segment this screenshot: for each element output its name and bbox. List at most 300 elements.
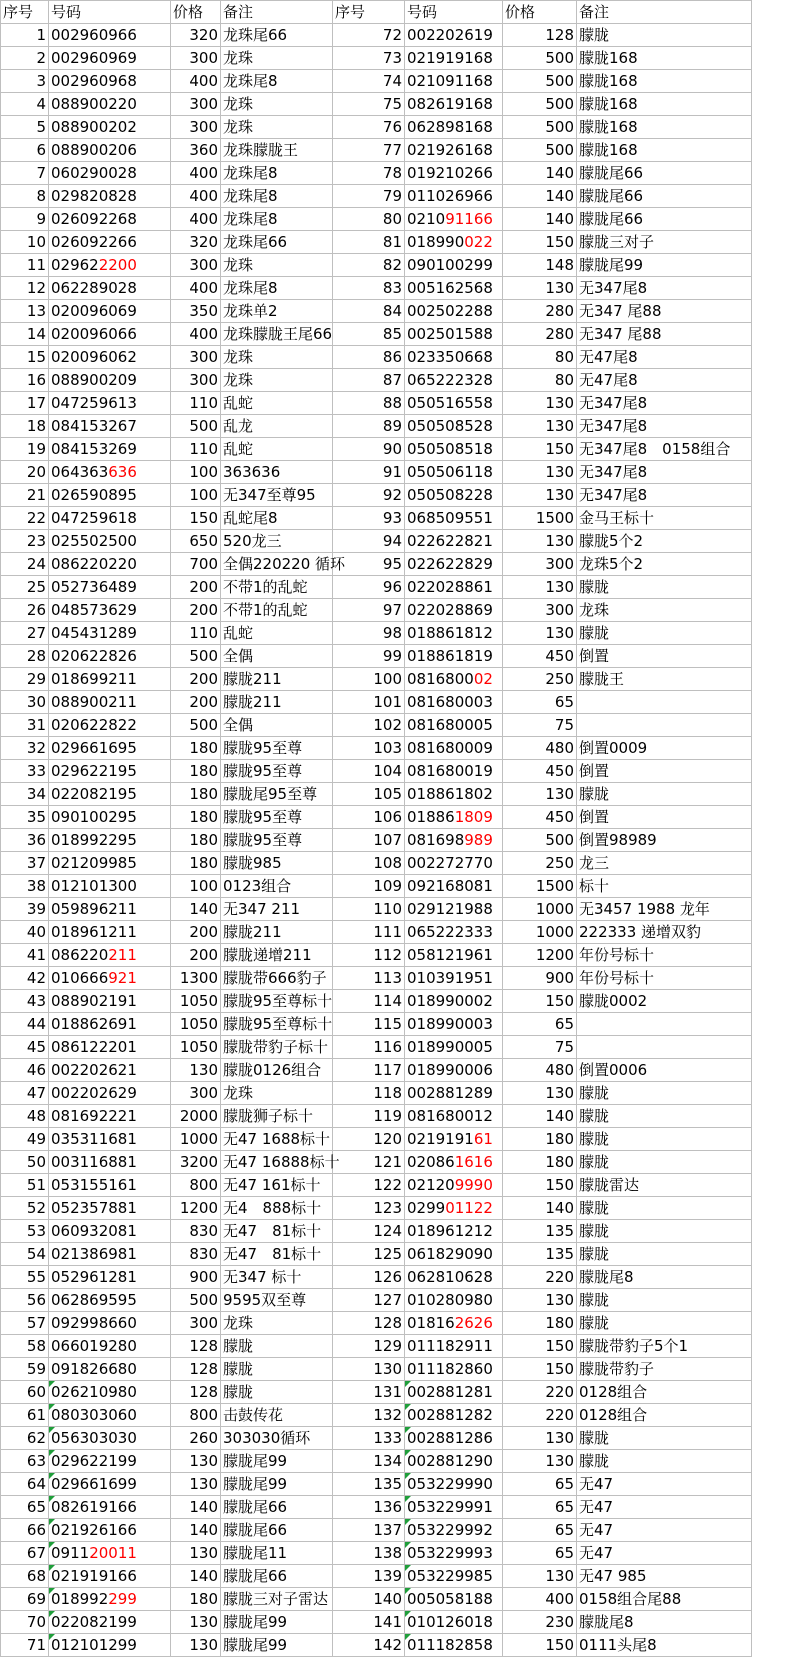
seq-cell[interactable]: 50 (1, 1151, 49, 1174)
seq-cell[interactable]: 105 (333, 783, 405, 806)
seq-cell[interactable]: 99 (333, 645, 405, 668)
header-note-right[interactable]: 备注 (577, 1, 752, 24)
seq-cell[interactable]: 32 (1, 737, 49, 760)
note-cell[interactable]: 朦胧 (577, 1220, 752, 1243)
note-cell[interactable]: 无347尾8 0158组合 (577, 438, 752, 461)
seq-cell[interactable]: 51 (1, 1174, 49, 1197)
note-cell[interactable]: 朦胧带豹子 (577, 1358, 752, 1381)
note-cell[interactable]: 龙珠尾8 (221, 277, 333, 300)
price-cell[interactable]: 130 (503, 530, 577, 553)
note-cell[interactable]: 朦胧带666豹子 (221, 967, 333, 990)
code-cell[interactable]: 062810628 (405, 1266, 503, 1289)
code-cell[interactable] (405, 1128, 503, 1151)
price-cell[interactable]: 800 (171, 1174, 221, 1197)
seq-cell[interactable]: 58 (1, 1335, 49, 1358)
seq-cell[interactable]: 133 (333, 1427, 405, 1450)
price-cell[interactable]: 150 (503, 1335, 577, 1358)
price-cell[interactable]: 500 (503, 93, 577, 116)
note-cell[interactable]: 朦胧0126组合 (221, 1059, 333, 1082)
code-cell[interactable]: 047259613 (49, 392, 171, 415)
seq-cell[interactable]: 13 (1, 300, 49, 323)
note-cell[interactable]: 无347尾8 (577, 392, 752, 415)
note-cell[interactable]: 朦胧95至尊 (221, 829, 333, 852)
note-cell[interactable]: 朦胧 (577, 1312, 752, 1335)
note-cell[interactable]: 朦胧 (577, 1450, 752, 1473)
price-cell[interactable]: 500 (171, 415, 221, 438)
seq-cell[interactable]: 59 (1, 1358, 49, 1381)
code-cell[interactable]: 061829090 (405, 1243, 503, 1266)
note-cell[interactable]: 朦胧 (577, 24, 752, 47)
code-cell[interactable]: 086122201 (49, 1036, 171, 1059)
seq-cell[interactable]: 31 (1, 714, 49, 737)
code-cell[interactable]: 018990002 (405, 990, 503, 1013)
code-cell[interactable]: 018861812 (405, 622, 503, 645)
note-cell[interactable]: 无47 16888标十 (221, 1151, 333, 1174)
code-cell[interactable]: 022082195 (49, 783, 171, 806)
note-cell[interactable]: 无347尾8 (577, 461, 752, 484)
note-cell[interactable]: 朦胧尾99 (221, 1450, 333, 1473)
code-cell[interactable]: 081680012 (405, 1105, 503, 1128)
code-cell[interactable]: 021209985 (49, 852, 171, 875)
seq-cell[interactable]: 11 (1, 254, 49, 277)
note-cell[interactable]: 无47 (577, 1496, 752, 1519)
seq-cell[interactable]: 141 (333, 1611, 405, 1634)
price-cell[interactable]: 180 (171, 1588, 221, 1611)
note-cell[interactable]: 朦胧递增211 (221, 944, 333, 967)
seq-cell[interactable]: 17 (1, 392, 49, 415)
note-cell[interactable]: 龙珠 (221, 93, 333, 116)
seq-cell[interactable]: 62 (1, 1427, 49, 1450)
code-cell[interactable]: 090100299 (405, 254, 503, 277)
seq-cell[interactable]: 134 (333, 1450, 405, 1473)
code-cell[interactable] (405, 829, 503, 852)
note-cell[interactable]: 无347至尊95 (221, 484, 333, 507)
seq-cell[interactable]: 126 (333, 1266, 405, 1289)
note-cell[interactable]: 0128组合 (577, 1381, 752, 1404)
code-cell[interactable]: 082619168 (405, 93, 503, 116)
seq-cell[interactable]: 77 (333, 139, 405, 162)
code-cell[interactable]: 050506118 (405, 461, 503, 484)
seq-cell[interactable]: 33 (1, 760, 49, 783)
note-cell[interactable]: 无347 标十 (221, 1266, 333, 1289)
code-cell[interactable]: 058121961 (405, 944, 503, 967)
price-cell[interactable]: 500 (503, 116, 577, 139)
seq-cell[interactable]: 138 (333, 1542, 405, 1565)
price-cell[interactable]: 450 (503, 645, 577, 668)
price-cell[interactable]: 260 (171, 1427, 221, 1450)
price-cell[interactable]: 130 (503, 461, 577, 484)
code-cell[interactable]: 005058188 (405, 1588, 503, 1611)
price-cell[interactable]: 100 (171, 875, 221, 898)
code-cell[interactable]: 011182858 (405, 1634, 503, 1657)
seq-cell[interactable]: 16 (1, 369, 49, 392)
code-cell[interactable] (405, 231, 503, 254)
seq-cell[interactable]: 10 (1, 231, 49, 254)
seq-cell[interactable]: 67 (1, 1542, 49, 1565)
note-cell[interactable]: 倒置0009 (577, 737, 752, 760)
code-cell[interactable]: 053229991 (405, 1496, 503, 1519)
note-cell[interactable]: 朦胧5个2 (577, 530, 752, 553)
seq-cell[interactable]: 128 (333, 1312, 405, 1335)
price-cell[interactable]: 300 (171, 346, 221, 369)
note-cell[interactable]: 龙珠尾66 (221, 231, 333, 254)
price-cell[interactable]: 65 (503, 1013, 577, 1036)
price-cell[interactable]: 140 (171, 1565, 221, 1588)
note-cell[interactable]: 不带1的乱蛇 (221, 599, 333, 622)
seq-cell[interactable]: 113 (333, 967, 405, 990)
seq-cell[interactable]: 84 (333, 300, 405, 323)
note-cell[interactable]: 倒置0006 (577, 1059, 752, 1082)
price-cell[interactable]: 1050 (171, 1013, 221, 1036)
note-cell[interactable]: 龙珠尾8 (221, 70, 333, 93)
price-cell[interactable]: 400 (171, 323, 221, 346)
price-cell[interactable]: 150 (503, 231, 577, 254)
code-cell[interactable]: 019210266 (405, 162, 503, 185)
price-cell[interactable]: 400 (171, 208, 221, 231)
note-cell[interactable]: 222333 递增双豹 (577, 921, 752, 944)
note-cell[interactable]: 朦胧 (577, 1427, 752, 1450)
price-cell[interactable]: 220 (503, 1266, 577, 1289)
seq-cell[interactable]: 28 (1, 645, 49, 668)
note-cell[interactable]: 朦胧尾99 (577, 254, 752, 277)
seq-cell[interactable]: 43 (1, 990, 49, 1013)
note-cell[interactable]: 朦胧 (577, 1128, 752, 1151)
price-cell[interactable]: 148 (503, 254, 577, 277)
note-cell[interactable]: 朦胧 (577, 1151, 752, 1174)
seq-cell[interactable]: 52 (1, 1197, 49, 1220)
code-cell[interactable]: 053155161 (49, 1174, 171, 1197)
seq-cell[interactable]: 37 (1, 852, 49, 875)
price-cell[interactable]: 130 (503, 1289, 577, 1312)
code-cell[interactable]: 066019280 (49, 1335, 171, 1358)
seq-cell[interactable]: 47 (1, 1082, 49, 1105)
price-cell[interactable]: 180 (171, 806, 221, 829)
price-cell[interactable]: 150 (503, 1174, 577, 1197)
code-cell[interactable]: 025502500 (49, 530, 171, 553)
header-seq-right[interactable]: 序号 (333, 1, 405, 24)
note-cell[interactable]: 全偶220220 循环 (221, 553, 333, 576)
code-cell[interactable]: 010280980 (405, 1289, 503, 1312)
seq-cell[interactable]: 92 (333, 484, 405, 507)
code-cell[interactable] (49, 944, 171, 967)
code-cell[interactable]: 026092268 (49, 208, 171, 231)
code-cell[interactable]: 002881289 (405, 1082, 503, 1105)
note-cell[interactable]: 朦胧168 (577, 116, 752, 139)
seq-cell[interactable]: 81 (333, 231, 405, 254)
price-cell[interactable]: 1000 (503, 921, 577, 944)
note-cell[interactable]: 朦胧211 (221, 668, 333, 691)
note-cell[interactable]: 朦胧 (221, 1381, 333, 1404)
seq-cell[interactable]: 42 (1, 967, 49, 990)
note-cell[interactable]: 不带1的乱蛇 (221, 576, 333, 599)
code-cell[interactable]: 047259618 (49, 507, 171, 530)
note-cell[interactable]: 年份号标十 (577, 967, 752, 990)
code-cell[interactable]: 002881286 (405, 1427, 503, 1450)
price-cell[interactable]: 180 (503, 1312, 577, 1335)
seq-cell[interactable]: 65 (1, 1496, 49, 1519)
price-cell[interactable]: 300 (503, 599, 577, 622)
code-cell[interactable]: 020096069 (49, 300, 171, 323)
seq-cell[interactable]: 29 (1, 668, 49, 691)
code-cell[interactable]: 026590895 (49, 484, 171, 507)
note-cell[interactable]: 龙珠 (221, 254, 333, 277)
seq-cell[interactable]: 40 (1, 921, 49, 944)
note-cell[interactable]: 朦胧 (221, 1335, 333, 1358)
seq-cell[interactable]: 120 (333, 1128, 405, 1151)
code-cell[interactable] (49, 1542, 171, 1565)
note-cell[interactable]: 无47尾8 (577, 369, 752, 392)
price-cell[interactable]: 200 (171, 599, 221, 622)
note-cell[interactable]: 年份号标十 (577, 944, 752, 967)
price-cell[interactable]: 500 (171, 714, 221, 737)
note-cell[interactable]: 朦胧尾66 (577, 208, 752, 231)
seq-cell[interactable]: 95 (333, 553, 405, 576)
seq-cell[interactable]: 117 (333, 1059, 405, 1082)
seq-cell[interactable]: 8 (1, 185, 49, 208)
price-cell[interactable]: 180 (171, 852, 221, 875)
seq-cell[interactable]: 79 (333, 185, 405, 208)
seq-cell[interactable]: 85 (333, 323, 405, 346)
note-cell[interactable] (577, 1036, 752, 1059)
seq-cell[interactable]: 125 (333, 1243, 405, 1266)
note-cell[interactable]: 龙珠单2 (221, 300, 333, 323)
price-cell[interactable]: 130 (171, 1450, 221, 1473)
code-cell[interactable]: 002202621 (49, 1059, 171, 1082)
code-cell[interactable]: 011182911 (405, 1335, 503, 1358)
seq-cell[interactable]: 142 (333, 1634, 405, 1657)
seq-cell[interactable]: 27 (1, 622, 49, 645)
price-cell[interactable]: 128 (503, 24, 577, 47)
seq-cell[interactable]: 6 (1, 139, 49, 162)
price-cell[interactable]: 180 (171, 783, 221, 806)
price-cell[interactable]: 130 (503, 622, 577, 645)
seq-cell[interactable]: 18 (1, 415, 49, 438)
seq-cell[interactable]: 39 (1, 898, 49, 921)
note-cell[interactable]: 303030循环 (221, 1427, 333, 1450)
price-cell[interactable]: 65 (503, 691, 577, 714)
note-cell[interactable]: 0128组合 (577, 1404, 752, 1427)
price-cell[interactable]: 1200 (171, 1197, 221, 1220)
price-cell[interactable]: 300 (171, 47, 221, 70)
code-cell[interactable] (405, 1312, 503, 1335)
price-cell[interactable]: 100 (171, 461, 221, 484)
seq-cell[interactable]: 90 (333, 438, 405, 461)
price-cell[interactable]: 130 (503, 415, 577, 438)
code-cell[interactable]: 029820828 (49, 185, 171, 208)
seq-cell[interactable]: 38 (1, 875, 49, 898)
price-cell[interactable]: 128 (171, 1381, 221, 1404)
code-cell[interactable]: 029661695 (49, 737, 171, 760)
seq-cell[interactable]: 109 (333, 875, 405, 898)
note-cell[interactable]: 龙珠 (221, 1082, 333, 1105)
note-cell[interactable]: 朦胧168 (577, 70, 752, 93)
code-cell[interactable]: 053229993 (405, 1542, 503, 1565)
code-cell[interactable]: 045431289 (49, 622, 171, 645)
price-cell[interactable]: 130 (503, 783, 577, 806)
code-cell[interactable]: 010126018 (405, 1611, 503, 1634)
note-cell[interactable]: 龙珠 (577, 599, 752, 622)
code-cell[interactable]: 002202629 (49, 1082, 171, 1105)
price-cell[interactable]: 140 (503, 162, 577, 185)
code-cell[interactable]: 018990005 (405, 1036, 503, 1059)
code-cell[interactable]: 062869595 (49, 1289, 171, 1312)
note-cell[interactable]: 朦胧尾99 (221, 1473, 333, 1496)
code-cell[interactable]: 020622822 (49, 714, 171, 737)
seq-cell[interactable]: 60 (1, 1381, 49, 1404)
note-cell[interactable]: 朦胧95至尊 (221, 760, 333, 783)
note-cell[interactable]: 朦胧0002 (577, 990, 752, 1013)
seq-cell[interactable]: 132 (333, 1404, 405, 1427)
code-cell[interactable]: 018990003 (405, 1013, 503, 1036)
seq-cell[interactable]: 102 (333, 714, 405, 737)
price-cell[interactable]: 400 (171, 162, 221, 185)
price-cell[interactable]: 280 (503, 300, 577, 323)
seq-cell[interactable]: 140 (333, 1588, 405, 1611)
code-cell[interactable]: 081692221 (49, 1105, 171, 1128)
code-cell[interactable]: 065222328 (405, 369, 503, 392)
price-cell[interactable]: 650 (171, 530, 221, 553)
price-cell[interactable]: 140 (503, 185, 577, 208)
note-cell[interactable]: 朦胧王 (577, 668, 752, 691)
note-cell[interactable]: 金马王标十 (577, 507, 752, 530)
code-cell[interactable]: 060932081 (49, 1220, 171, 1243)
note-cell[interactable]: 朦胧带豹子标十 (221, 1036, 333, 1059)
price-cell[interactable]: 130 (503, 576, 577, 599)
seq-cell[interactable]: 55 (1, 1266, 49, 1289)
note-cell[interactable]: 无347 尾88 (577, 300, 752, 323)
note-cell[interactable]: 朦胧 (577, 1082, 752, 1105)
price-cell[interactable]: 135 (503, 1220, 577, 1243)
price-cell[interactable]: 150 (503, 990, 577, 1013)
price-cell[interactable]: 1000 (171, 1128, 221, 1151)
note-cell[interactable]: 朦胧168 (577, 47, 752, 70)
price-cell[interactable]: 150 (171, 507, 221, 530)
note-cell[interactable]: 朦胧雷达 (577, 1174, 752, 1197)
note-cell[interactable]: 无47 1688标十 (221, 1128, 333, 1151)
seq-cell[interactable]: 88 (333, 392, 405, 415)
price-cell[interactable]: 130 (503, 1082, 577, 1105)
price-cell[interactable]: 360 (171, 139, 221, 162)
seq-cell[interactable]: 123 (333, 1197, 405, 1220)
seq-cell[interactable]: 137 (333, 1519, 405, 1542)
code-cell[interactable] (405, 806, 503, 829)
price-cell[interactable]: 830 (171, 1243, 221, 1266)
note-cell[interactable]: 朦胧 (577, 1197, 752, 1220)
price-cell[interactable]: 1050 (171, 990, 221, 1013)
code-cell[interactable] (405, 1174, 503, 1197)
seq-cell[interactable]: 35 (1, 806, 49, 829)
price-cell[interactable]: 300 (171, 369, 221, 392)
seq-cell[interactable]: 7 (1, 162, 49, 185)
seq-cell[interactable]: 103 (333, 737, 405, 760)
price-cell[interactable]: 110 (171, 392, 221, 415)
code-cell[interactable]: 002501588 (405, 323, 503, 346)
code-cell[interactable]: 018862691 (49, 1013, 171, 1036)
note-cell[interactable]: 朦胧 (577, 576, 752, 599)
note-cell[interactable]: 朦胧 (577, 783, 752, 806)
code-cell[interactable]: 002272770 (405, 852, 503, 875)
price-cell[interactable]: 200 (171, 921, 221, 944)
note-cell[interactable]: 朦胧 (577, 1289, 752, 1312)
price-cell[interactable]: 130 (503, 484, 577, 507)
code-cell[interactable]: 065222333 (405, 921, 503, 944)
note-cell[interactable]: 乱蛇 (221, 392, 333, 415)
price-cell[interactable]: 250 (503, 668, 577, 691)
seq-cell[interactable]: 70 (1, 1611, 49, 1634)
note-cell[interactable]: 0158组合尾88 (577, 1588, 752, 1611)
code-cell[interactable]: 022622821 (405, 530, 503, 553)
price-cell[interactable]: 900 (171, 1266, 221, 1289)
code-cell[interactable]: 022622829 (405, 553, 503, 576)
price-cell[interactable]: 700 (171, 553, 221, 576)
note-cell[interactable]: 朦胧95至尊标十 (221, 1013, 333, 1036)
price-cell[interactable]: 1050 (171, 1036, 221, 1059)
price-cell[interactable]: 900 (503, 967, 577, 990)
price-cell[interactable]: 130 (503, 1450, 577, 1473)
code-cell[interactable]: 022028869 (405, 599, 503, 622)
code-cell[interactable] (405, 1197, 503, 1220)
price-cell[interactable]: 65 (503, 1496, 577, 1519)
price-cell[interactable]: 300 (171, 116, 221, 139)
price-cell[interactable]: 1500 (503, 507, 577, 530)
price-cell[interactable]: 128 (171, 1358, 221, 1381)
code-cell[interactable]: 084153269 (49, 438, 171, 461)
price-cell[interactable]: 110 (171, 438, 221, 461)
header-price-right[interactable]: 价格 (503, 1, 577, 24)
seq-cell[interactable]: 49 (1, 1128, 49, 1151)
seq-cell[interactable]: 66 (1, 1519, 49, 1542)
code-cell[interactable]: 021919166 (49, 1565, 171, 1588)
seq-cell[interactable]: 111 (333, 921, 405, 944)
seq-cell[interactable]: 3 (1, 70, 49, 93)
seq-cell[interactable]: 136 (333, 1496, 405, 1519)
note-cell[interactable] (577, 714, 752, 737)
price-cell[interactable]: 280 (503, 323, 577, 346)
seq-cell[interactable]: 14 (1, 323, 49, 346)
price-cell[interactable]: 130 (171, 1542, 221, 1565)
price-cell[interactable]: 200 (171, 576, 221, 599)
code-cell[interactable]: 088902191 (49, 990, 171, 1013)
seq-cell[interactable]: 108 (333, 852, 405, 875)
seq-cell[interactable]: 48 (1, 1105, 49, 1128)
price-cell[interactable]: 500 (503, 47, 577, 70)
price-cell[interactable]: 450 (503, 806, 577, 829)
seq-cell[interactable]: 45 (1, 1036, 49, 1059)
price-cell[interactable]: 140 (171, 1519, 221, 1542)
header-code-left[interactable]: 号码 (49, 1, 171, 24)
note-cell[interactable]: 朦胧尾66 (577, 162, 752, 185)
price-cell[interactable]: 230 (503, 1611, 577, 1634)
note-cell[interactable]: 龙珠 (221, 346, 333, 369)
note-cell[interactable]: 朦胧985 (221, 852, 333, 875)
code-cell[interactable]: 092168081 (405, 875, 503, 898)
price-cell[interactable]: 140 (503, 1197, 577, 1220)
code-cell[interactable]: 056303030 (49, 1427, 171, 1450)
seq-cell[interactable]: 46 (1, 1059, 49, 1082)
note-cell[interactable]: 朦胧尾95至尊 (221, 783, 333, 806)
note-cell[interactable]: 龙珠5个2 (577, 553, 752, 576)
seq-cell[interactable]: 72 (333, 24, 405, 47)
seq-cell[interactable]: 86 (333, 346, 405, 369)
price-cell[interactable]: 2000 (171, 1105, 221, 1128)
note-cell[interactable]: 朦胧尾66 (577, 185, 752, 208)
seq-cell[interactable]: 83 (333, 277, 405, 300)
header-note-left[interactable]: 备注 (221, 1, 333, 24)
seq-cell[interactable]: 100 (333, 668, 405, 691)
price-cell[interactable]: 100 (171, 484, 221, 507)
price-cell[interactable]: 480 (503, 737, 577, 760)
seq-cell[interactable]: 19 (1, 438, 49, 461)
